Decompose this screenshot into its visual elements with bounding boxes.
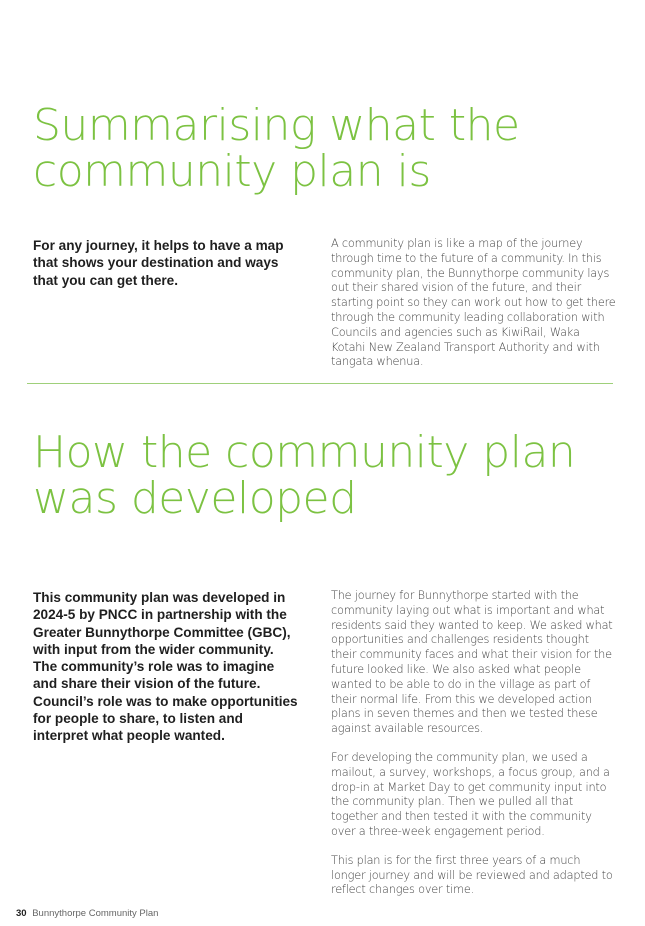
section-divider <box>27 383 613 384</box>
summary-lead-text: For any journey, it helps to have a map that shows your destination and ways that you can get there. <box>33 238 284 288</box>
development-body <box>331 589 616 898</box>
document-title: Bunnythorpe Community Plan <box>32 908 159 919</box>
development-paragraph: The journey for Bunnythorpe started with the community laying out what is important and what residents said they wanted to keep. We asked what opportunities and challenges residents thought their community faces and what their vision for the future looked like. We also asked what people wanted to be able to do in the village as part of their normal life. From this we developed action plans in seven themes and then we tested these against available resources. <box>331 589 613 736</box>
summary-paragraph: A community plan is like a map of the journey through time to the future of a community. In this community plan, the Bunnythorpe community lays out their shared vision of the future, and their starting point so they can work out how to get there through the community leading collaboration with Councils and agencies such as KiwiRail, Waka Kotahi New Zealand Transport Authority and with tangata whenua. <box>331 237 616 369</box>
development-lead-text: This community plan was developed in 2024-5 by PNCC in partnership with the Greater Bunnythorpe Committee (GBC), with input from the wider community. The community’s role was to imagine and share their vision of the future. Council’s role was to make opportunities for people to share, to listen and interpret what people wanted. <box>33 590 298 744</box>
development-paragraph: This plan is for the first three years of a much longer journey and will be reviewed and adapted to reflect changes over time. <box>331 853 613 897</box>
development-paragraph: For developing the community plan, we used a mailout, a survey, workshops, a focus group, and a drop-in at Market Day to get community input into the community plan. Then we pulled all that together and then tested it with the community over a three-week engagement period. <box>331 750 610 838</box>
page-footer <box>16 908 158 919</box>
page-number: 30 <box>16 908 27 919</box>
section-title-summary: Summarising what the community plan is <box>33 100 520 197</box>
section-title-development: How the community plan was developed <box>33 427 576 524</box>
summary-body <box>331 237 616 370</box>
